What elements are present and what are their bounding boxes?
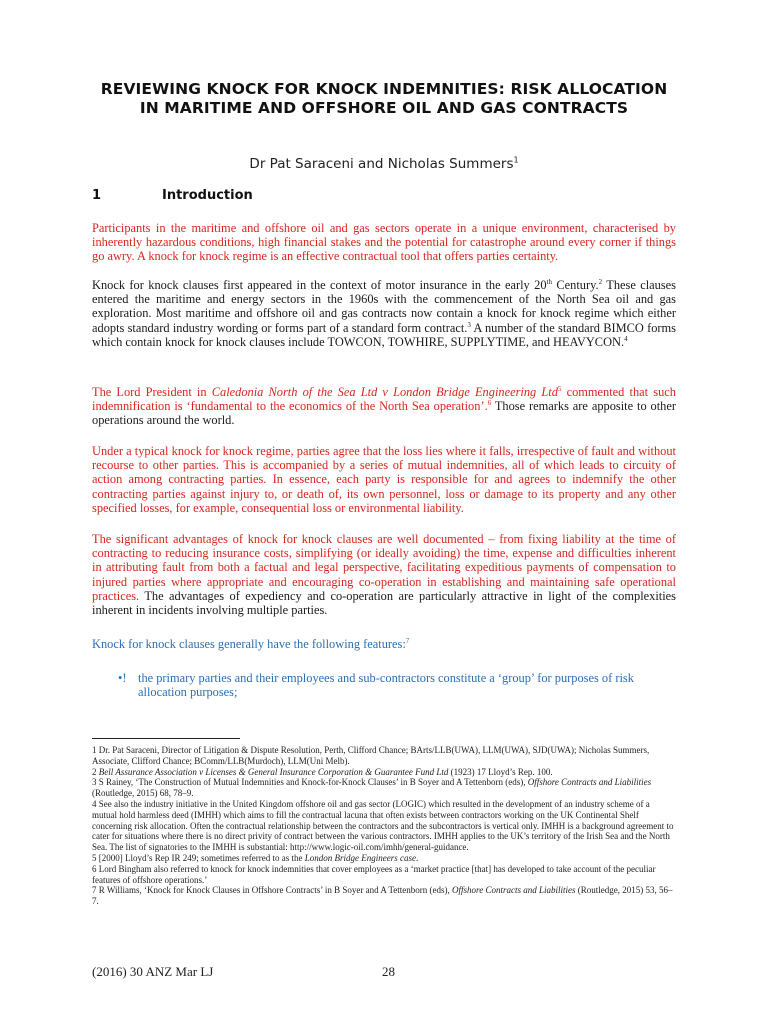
footnote-ref-2: 2 xyxy=(598,277,603,286)
footnote-5-text-b: . xyxy=(415,852,419,863)
footnote-ref-5: 5 xyxy=(557,384,562,393)
paragraph-3-text-b: commented that such indemnification is ‘fundamental to the economics of the North Sea operation’. xyxy=(92,385,676,414)
paragraph-2-text-b: Century. xyxy=(551,278,599,292)
footnote-ref-3: 3 xyxy=(467,320,471,329)
paragraph-3 xyxy=(92,385,676,428)
author-footnote-ref: 1 xyxy=(513,155,519,165)
footnote-2-case: Bell Assurance Association v Licenses & General Insurance Corporation & Guarantee Fund Ltd xyxy=(98,766,449,777)
footnote-3-text-a: 3 S Rainey, ‘The Construction of Mutual Indemnities and Knock-for-Knock Clauses’ in B Soyer and A Tettenborn (eds), xyxy=(92,777,528,788)
footnote-6: 6 Lord Bingham also referred to knock for knock indemnities that cover employees as a ‘market practice [that] has developed to take account of the peculiar features of offshore operations.’ xyxy=(92,863,656,885)
section-number: 1 xyxy=(92,188,102,203)
paragraph-3-text-a: The Lord President in xyxy=(92,385,212,399)
paragraph-5 xyxy=(92,532,676,617)
footnote-ref-6: 6 xyxy=(487,399,492,408)
footnote-3-text-b: (Routledge, 2015) 68, 78–9. xyxy=(92,788,194,799)
section-title: Introduction xyxy=(162,188,253,203)
footnote-ref-7: 7 xyxy=(405,636,410,645)
paragraph-2 xyxy=(92,278,676,349)
bullet-text-line-2: allocation purposes; xyxy=(138,685,238,700)
superscript-th: th xyxy=(546,277,552,286)
footnote-3 xyxy=(92,777,676,799)
paragraph-4: Under a typical knock for knock regime, parties agree that the loss lies where it falls, irrespective of fault and without recourse to other parties. This is accompanied by a series of mutual indemnities, all of which leads to circuity of action among contracting parties. In essence, each party is responsible for and agrees to indemnify the other contracting parties against injury to, or death of, its own personnel, loss or damage to its property and any other specified losses, for example, consequential loss or environmental liability. xyxy=(92,444,676,515)
paragraph-1: Participants in the maritime and offshore oil and gas sectors operate in a unique environment, characterised by inherently hazardous conditions, high financial stakes and the potential for catastrophe around every corner if things go awry. A knock for knock regime is an effective contractual tool that offers parties certainty. xyxy=(92,221,676,264)
paragraph-6 xyxy=(92,637,676,651)
footnote-5-text-a: 5 [2000] Lloyd’s Rep IR 249; sometimes referred to as the xyxy=(92,852,305,863)
paragraph-6-text: Knock for knock clauses generally have the following features: xyxy=(92,637,406,651)
feature-bullet-item xyxy=(118,671,676,699)
section-heading xyxy=(92,188,253,203)
paragraph-2-text-a: Knock for knock clauses first appeared in the context of motor insurance in the early 20 xyxy=(92,278,547,292)
bullet-text-line-1: the primary parties and their employees and sub-contractors constitute a ‘group’ for purposes of risk xyxy=(138,671,634,685)
footnote-7-book: Offshore Contracts and Liabilities xyxy=(452,885,576,896)
case-name-caledonia: Caledonia North of the Sea Ltd v London Bridge Engineering Ltd xyxy=(211,385,558,399)
article-title: REVIEWING KNOCK FOR KNOCK INDEMNITIES: RISK ALLOCATION IN MARITIME AND OFFSHORE OIL AND GAS CONTRACTS xyxy=(100,80,668,117)
footnote-3-book: Offshore Contracts and Liabilities xyxy=(527,777,652,788)
bullet-icon: •! xyxy=(118,671,127,685)
footnote-2-num: 2 xyxy=(92,766,99,777)
footnote-5 xyxy=(92,853,676,864)
footnote-2-cite: (1923) 17 Lloyd’s Rep. 100. xyxy=(448,766,553,777)
paragraph-2-text-c: These clauses entered the maritime and energy sectors in the 1960s with the commencement of the North Sea oil and gas exploration. Most maritime and offshore oil and gas contracts now contain a knock for knock regime which either adopts standard industry wording or forms part of a standard form contract. xyxy=(92,278,677,335)
paragraph-5-text-a: The significant advantages of knock for knock clauses are well documented – from fixing liability at the time of contracting to reducing insurance costs, simplifying (or ideally avoiding) the time, expense and difficulties inherent in attributing fault from both a factual and legal perspective, facilitating expeditious payments of compensation to injured parties where appropriate and encouraging co-operation in establishing and maintaining safe operational practices. xyxy=(92,532,676,603)
footnote-5-case: London Bridge Engineers case xyxy=(304,852,416,863)
footnote-divider xyxy=(92,738,240,739)
footnote-1: 1 Dr. Pat Saraceni, Director of Litigation & Dispute Resolution, Perth, Clifford Chance; BArts/LLB(UWA), LLM(UWA), SJD(UWA); Nicholas Summers, Associate, Clifford Chance; BComm/LLB(Murdoch), LLM(Uni Melb). xyxy=(92,745,650,766)
paragraph-2-text-d: A number of the standard BIMCO forms which contain knock for knock clauses include TOWCON, TOWHIRE, SUPPLYTIME, and HEAVYCON. xyxy=(92,320,676,349)
footnotes xyxy=(92,745,676,907)
page-number: 28 xyxy=(382,964,395,979)
paragraph-3-text-c: Those remarks are apposite to other operations around the world. xyxy=(92,399,676,428)
author-line xyxy=(100,156,668,172)
footnote-7-text-b: (Routledge, 2015) 53, 56–7. xyxy=(92,885,673,907)
footnote-ref-4: 4 xyxy=(624,334,628,343)
footnote-2 xyxy=(92,767,676,778)
paragraph-5-text-b: The advantages of expediency and co-operation are particularly attractive in light of the complexities inherent in incidents involving multiple parties. xyxy=(92,588,676,618)
footnote-7 xyxy=(92,885,676,907)
author-names: Dr Pat Saraceni and Nicholas Summers xyxy=(249,156,514,172)
journal-citation: (2016) 30 ANZ Mar LJ xyxy=(92,964,214,979)
footnote-7-text-a: 7 R Williams, ‘Knock for Knock Clauses in Offshore Contracts’ in B Soyer and A Tettenborn (eds), xyxy=(92,885,453,896)
footnote-4: 4 See also the industry initiative in the United Kingdom offshore oil and gas sector (LOGIC) which resulted in the development of an industry scheme of a mutual hold harmless deed (IMHH) which aims to fill the contractual lacuna that often exists between contractors working on the UK Continental Shelf concerning risk allocation. Often the contractual relationship between the contractors and the subcontractors is vertical only. IMHH is a background agreement to cater for situations where there is no direct privity of contract between the various contractors. IMHH applies to the UK’s territory of the Irish Sea and the North Sea. The list of signatories to the IMHH is substantial: http://www.logic-oil.com/imhh/general-guidance. xyxy=(92,798,674,853)
